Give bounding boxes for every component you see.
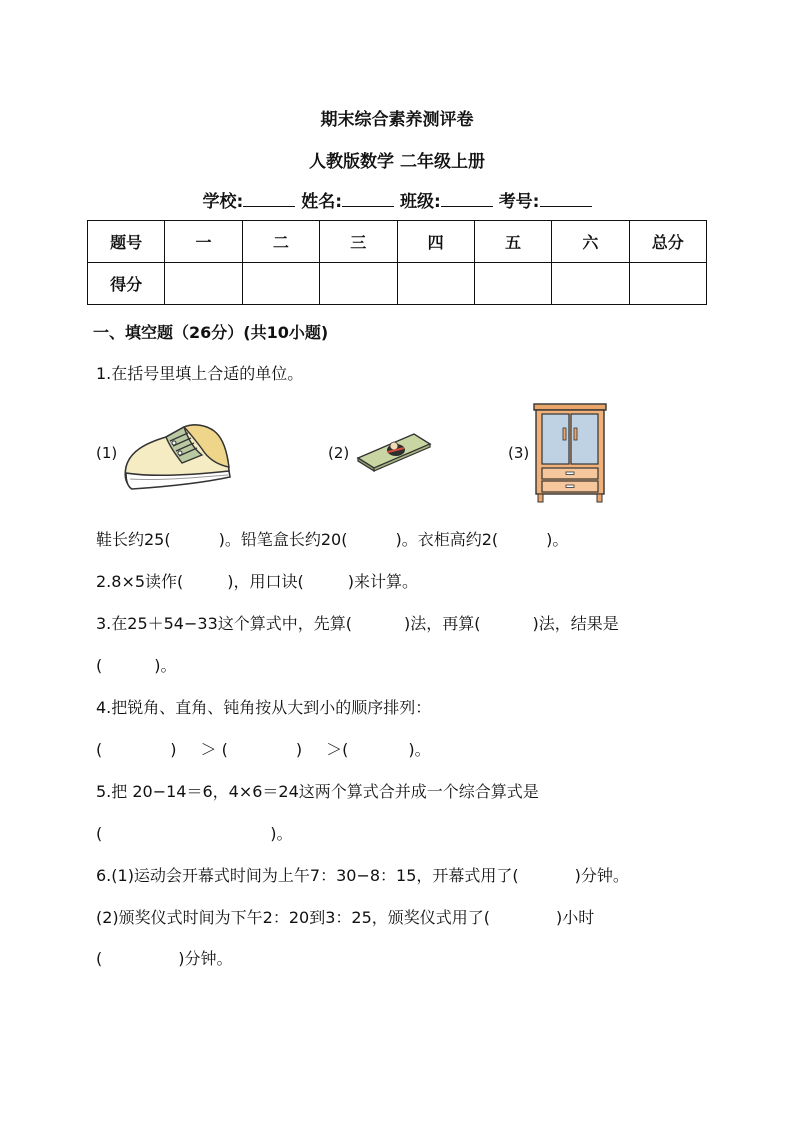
exam-number-blank[interactable] [540,192,592,207]
question-5-text: 5.把 20−14＝6，4×6＝24这两个算式合并成一个综合算式是 [96,782,539,801]
q3-text-c: )法，结果是 [532,614,619,633]
name-blank[interactable] [342,192,394,207]
score-cell[interactable] [629,263,706,305]
wardrobe-icon [530,402,610,504]
question-4-text: 4.把锐角、直角、钝角按从大到小的顺序排列： [96,698,432,717]
question-1-label-1: (1) [96,444,118,462]
table-cell: 一 [165,221,242,263]
question-6-part-2-continued [96,946,233,969]
q3-text-d: ( [96,656,103,675]
page-title: 期末综合素养测评卷 [320,110,474,130]
q6-text-c: (2)颁奖仪式时间为下午2：20到3：25，颁奖仪式用了( [96,908,490,927]
q5-text-a: ( [96,824,103,843]
school-blank[interactable] [243,192,295,207]
q4-text-f: )。 [408,740,431,759]
page-subtitle: 人教版数学 二年级上册 [309,152,485,172]
score-cell[interactable] [474,263,551,305]
question-6-part-1 [96,863,629,886]
q4-text-a: ( [96,740,103,759]
q3-text-e: )。 [154,656,177,675]
student-info-line [0,187,794,212]
q3-text-a: 3.在25＋54−33这个算式中，先算( [96,614,352,633]
q6-text-a: 6.(1)运动会开幕式时间为上午7：30−8：15，开幕式用了( [96,866,519,885]
score-cell[interactable] [165,263,242,305]
q6-text-f: )分钟。 [178,949,233,968]
q4-text-c: ＞ ( [200,740,228,759]
question-3-continued [96,653,177,676]
score-cell[interactable] [397,263,474,305]
question-1-text: 1.在括号里填上合适的单位。 [96,364,304,383]
q2-text-c: )来计算。 [347,572,419,591]
score-table-score-row [88,263,707,305]
score-cell[interactable] [242,263,319,305]
score-table-header-row [88,221,707,263]
table-cell: 总分 [629,221,706,263]
question-4-answer [96,737,431,760]
school-label: 学校: [202,192,244,212]
shoe-icon [122,415,234,491]
table-cell: 六 [552,221,629,263]
question-1-label-3: (3) [508,444,530,462]
score-table [87,220,707,305]
score-cell[interactable] [320,263,397,305]
score-cell[interactable] [552,263,629,305]
table-cell: 四 [397,221,474,263]
q5-text-b: )。 [270,824,293,843]
q1-text-b: )。铅笔盒长约20( [218,530,348,549]
name-label: 姓名: [301,192,343,212]
q1-text-a: 鞋长约25( [96,530,171,549]
question-2 [96,569,418,592]
q1-text-c: )。衣柜高约2( [395,530,499,549]
question-1-label-2: (2) [328,444,350,462]
exam-number-label: 考号: [498,192,540,212]
class-label: 班级: [399,192,441,212]
q2-text-a: 2.8×5读作( [96,572,184,591]
table-cell: 五 [474,221,551,263]
q4-text-b: ) [170,740,177,759]
section-title: 一、填空题（26分）(共10小题) [93,323,329,342]
table-cell: 得分 [88,263,165,305]
q3-text-b: )法，再算( [404,614,481,633]
q4-text-d: ) [295,740,303,759]
question-5-answer [96,821,293,844]
question-6-part-2 [96,905,594,928]
class-blank[interactable] [441,192,493,207]
table-cell: 题号 [88,221,165,263]
pencil-case-icon [354,430,434,472]
q4-text-e: ＞( [326,740,349,759]
q6-text-d: )小时 [556,908,595,927]
q2-text-b: )，用口诀( [227,572,304,591]
question-3 [96,611,619,634]
q6-text-e: ( [96,949,103,968]
table-cell: 二 [242,221,319,263]
q1-text-d: )。 [546,530,569,549]
q6-text-b: )分钟。 [574,866,629,885]
table-cell: 三 [320,221,397,263]
question-1-answer-line [96,527,568,550]
